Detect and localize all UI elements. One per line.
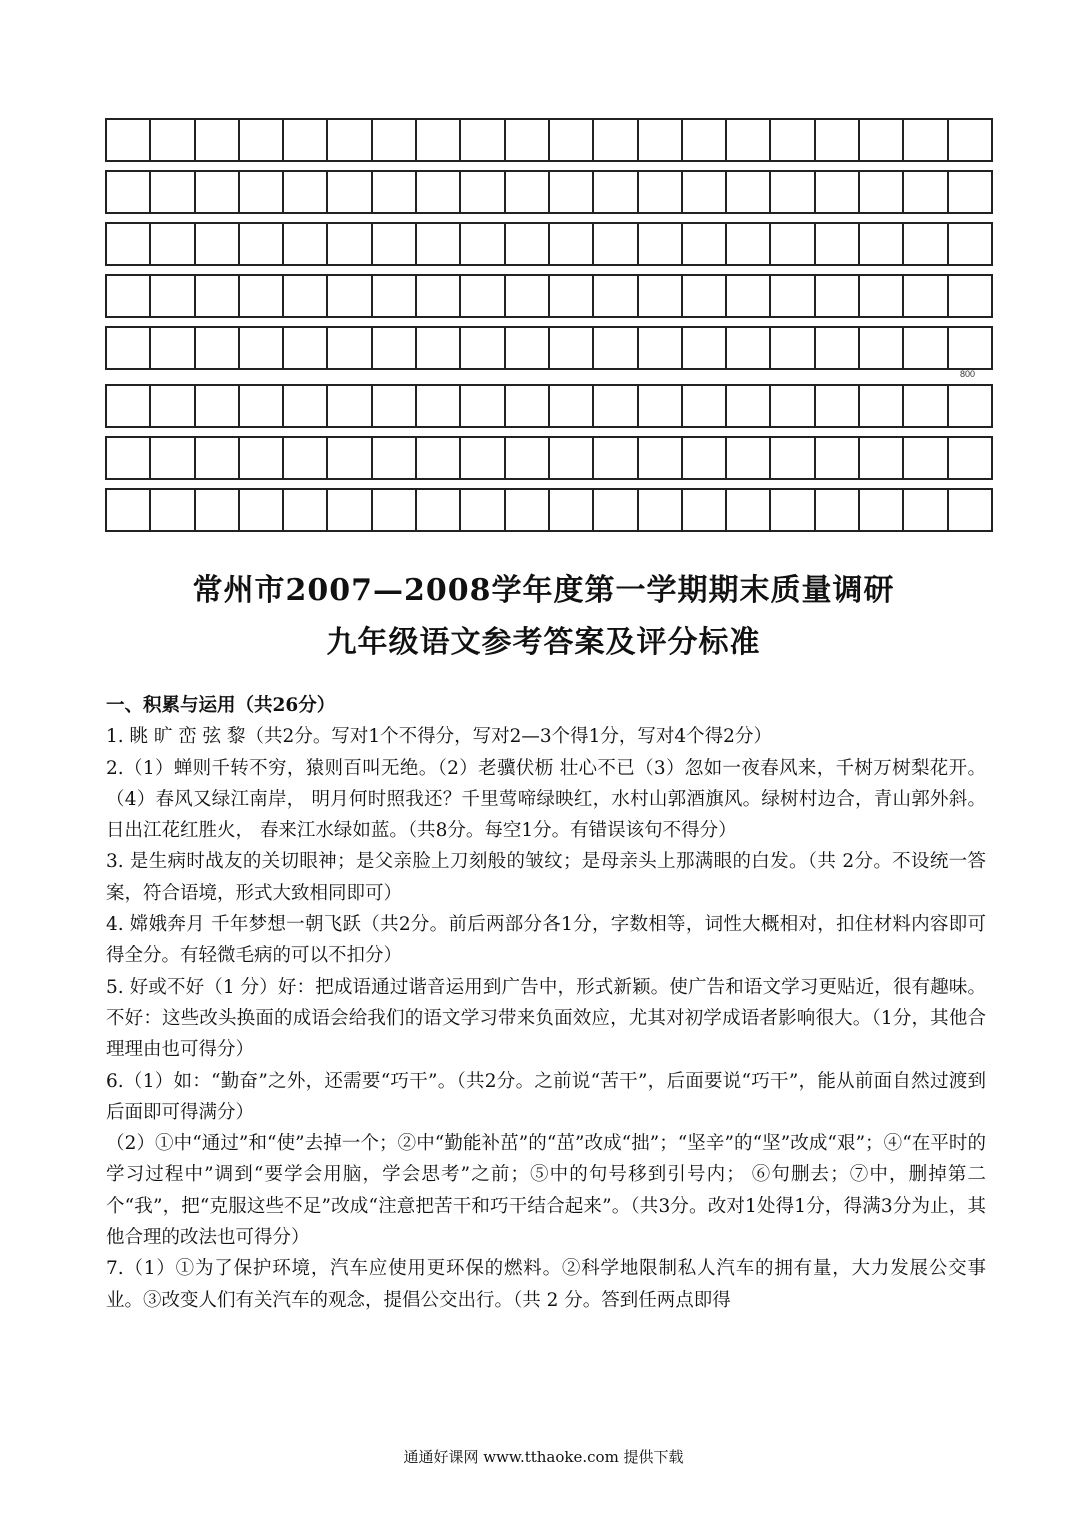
grid-cell xyxy=(550,438,594,480)
grid-cell xyxy=(107,276,151,318)
footer-source: 通通好课网 www.tthaoke.com 提供下载 xyxy=(403,1448,684,1466)
grid-cell xyxy=(151,490,195,532)
grid-cell xyxy=(151,438,195,480)
grid-cell xyxy=(683,224,727,266)
answer-item: 1. 眺 旷 峦 弦 黎（共2分。写对1个不得分，写对2—3个得1分，写对4个得2分） xyxy=(106,726,772,748)
grid-cell xyxy=(417,120,461,162)
grid-cell xyxy=(107,172,151,214)
grid-cell xyxy=(284,438,328,480)
grid-cell xyxy=(904,438,948,480)
grid-cell xyxy=(240,386,284,428)
grid-cell xyxy=(594,120,638,162)
grid-cell xyxy=(816,438,860,480)
grid-cell xyxy=(328,120,372,162)
grid-cell xyxy=(639,120,683,162)
answer-item: 3. 是生病时战友的关切眼神；是父亲脸上刀刻般的皱纹；是母亲头上那满眼的白发。（共 2分。不设统一答案，符合语境，形式大致相同即可） xyxy=(106,851,986,904)
document-subtitle: 九年级语文参考答案及评分标准 xyxy=(326,625,761,660)
grid-cell xyxy=(594,386,638,428)
grid-cell xyxy=(373,276,417,318)
grid-cell xyxy=(107,328,151,370)
grid-cell xyxy=(284,172,328,214)
document-title: 常州市2007—2008学年度第一学期期末质量调研 xyxy=(192,573,895,608)
grid-cell xyxy=(816,328,860,370)
grid-cell xyxy=(196,490,240,532)
grid-cell xyxy=(727,438,771,480)
grid-cell xyxy=(196,120,240,162)
grid-cell xyxy=(328,276,372,318)
grid-cell xyxy=(328,328,372,370)
grid-cell xyxy=(373,386,417,428)
grid-cell xyxy=(461,490,505,532)
grid-cell xyxy=(949,120,993,162)
grid-cell xyxy=(151,276,195,318)
grid-cell xyxy=(373,490,417,532)
answer-item: 6.（1）如：“勤奋”之外，还需要“巧干”。（共2分。之前说“苦干”，后面要说“巧干”，能从前面自然过渡到后面即可得满分） xyxy=(106,1070,986,1123)
grid-row xyxy=(105,274,993,318)
grid-cell xyxy=(417,172,461,214)
grid-cell xyxy=(550,224,594,266)
grid-cell xyxy=(417,438,461,480)
grid-cell xyxy=(506,276,550,318)
grid-cell xyxy=(949,328,993,370)
grid-cell xyxy=(461,328,505,370)
grid-cell xyxy=(860,276,904,318)
grid-cell xyxy=(771,386,815,428)
grid-cell xyxy=(639,172,683,214)
grid-cell xyxy=(683,328,727,370)
grid-cell xyxy=(284,276,328,318)
composition-grid xyxy=(105,118,993,540)
grid-cell xyxy=(816,172,860,214)
grid-cell xyxy=(196,172,240,214)
answer-item: 7.（1）①为了保护环境，汽车应使用更环保的燃料。②科学地限制私人汽车的拥有量，大力发展公交事业。③改变人们有关汽车的观念，提倡公交出行。（共 2 分。答到任两点即得 xyxy=(106,1258,986,1311)
grid-cell xyxy=(417,328,461,370)
grid-cell xyxy=(904,386,948,428)
grid-cell xyxy=(240,276,284,318)
grid-cell xyxy=(639,276,683,318)
grid-cell xyxy=(417,386,461,428)
grid-cell xyxy=(949,386,993,428)
grid-cell xyxy=(328,224,372,266)
grid-cell xyxy=(328,490,372,532)
grid-cell xyxy=(506,120,550,162)
answer-item: 4. 嫦娥奔月 千年梦想一朝飞跃（共2分。前后两部分各1分，字数相等，词性大概相对，扣住材料内容即可得全分。有轻微毛病的可以不扣分） xyxy=(106,914,986,967)
grid-cell xyxy=(860,172,904,214)
grid-cell xyxy=(107,490,151,532)
grid-cell xyxy=(328,386,372,428)
grid-cell xyxy=(506,172,550,214)
grid-cell xyxy=(727,328,771,370)
grid-row xyxy=(105,326,993,370)
section-heading: 一、积累与运用（共26分） xyxy=(106,695,336,716)
grid-cell xyxy=(949,224,993,266)
grid-cell xyxy=(550,386,594,428)
grid-cell xyxy=(771,490,815,532)
grid-cell xyxy=(284,224,328,266)
grid-cell xyxy=(550,328,594,370)
grid-cell xyxy=(639,386,683,428)
grid-cell xyxy=(550,276,594,318)
grid-cell xyxy=(860,386,904,428)
answer-item: 5. 好或不好（1 分）好：把成语通过谐音运用到广告中，形式新颖。使广告和语文学习更贴近，很有趣味。不好：这些改头换面的成语会给我们的语文学习带来负面效应，尤其对初学成语者影响很大。（1分，其他合理理由也可得分） xyxy=(106,976,986,1061)
grid-cell xyxy=(506,386,550,428)
grid-cell xyxy=(196,224,240,266)
grid-cell xyxy=(771,276,815,318)
grid-cell xyxy=(683,172,727,214)
grid-cell xyxy=(417,490,461,532)
grid-cell xyxy=(860,490,904,532)
grid-cell xyxy=(151,386,195,428)
grid-cell xyxy=(196,276,240,318)
grid-cell xyxy=(506,328,550,370)
grid-cell xyxy=(727,172,771,214)
grid-cell xyxy=(373,328,417,370)
grid-cell xyxy=(771,120,815,162)
grid-cell xyxy=(328,172,372,214)
grid-cell xyxy=(904,120,948,162)
grid-cell xyxy=(816,490,860,532)
grid-cell xyxy=(639,224,683,266)
grid-cell xyxy=(284,328,328,370)
grid-cell xyxy=(461,120,505,162)
grid-cell xyxy=(904,490,948,532)
grid-cell xyxy=(683,276,727,318)
grid-cell xyxy=(816,276,860,318)
answer-item: （2）①中“通过”和“使”去掉一个；②中“勤能补茁”的“茁”改成“拙”；“坚辛”的“坚”改成“艰”；④“在平时的学习过程中”调到“要学会用脑，学会思考”之前；⑤中的句号移到引号内； ⑥句删去；⑦中，删掉第二个“我”，把“克服这些不足”改成“注意把苦干和巧干结合起来”。（共3分。改对1处得1分，得满3分为止，其他合理的改法也可得分） xyxy=(106,1133,986,1249)
grid-cell xyxy=(550,172,594,214)
grid-cell xyxy=(771,328,815,370)
grid-cell xyxy=(594,328,638,370)
grid-cell xyxy=(240,328,284,370)
grid-cell xyxy=(594,224,638,266)
grid-cell xyxy=(771,172,815,214)
grid-cell xyxy=(373,172,417,214)
grid-cell xyxy=(240,120,284,162)
grid-row xyxy=(105,436,993,480)
grid-cell xyxy=(506,438,550,480)
grid-cell xyxy=(196,386,240,428)
grid-cell xyxy=(240,224,284,266)
grid-cell xyxy=(771,438,815,480)
grid-cell xyxy=(816,120,860,162)
grid-cell xyxy=(461,172,505,214)
grid-cell xyxy=(151,328,195,370)
grid-cell xyxy=(816,224,860,266)
grid-cell xyxy=(860,120,904,162)
word-count-mark: 800 xyxy=(960,369,976,379)
grid-row xyxy=(105,384,993,428)
grid-cell xyxy=(683,438,727,480)
grid-cell xyxy=(240,490,284,532)
grid-row xyxy=(105,222,993,266)
grid-cell xyxy=(771,224,815,266)
grid-cell xyxy=(727,120,771,162)
grid-cell xyxy=(151,172,195,214)
grid-cell xyxy=(594,276,638,318)
grid-cell xyxy=(639,490,683,532)
answer-item: 2.（1）蝉则千转不穷，猿则百叫无绝。（2）老骥伏枥 壮心不已（3）忽如一夜春风来，千树万树梨花开。（4）春风又绿江南岸， 明月何时照我还？千里莺啼绿映红，水村山郭酒旗风。绿树村边合，青山郭外斜。日出江花红胜火， 春来江水绿如蓝。（共8分。每空1分。有错误该句不得分） xyxy=(106,757,986,842)
grid-cell xyxy=(550,120,594,162)
grid-cell xyxy=(240,438,284,480)
grid-cell xyxy=(373,224,417,266)
grid-row xyxy=(105,170,993,214)
grid-cell xyxy=(107,224,151,266)
grid-cell xyxy=(373,120,417,162)
grid-cell xyxy=(816,386,860,428)
grid-cell xyxy=(107,438,151,480)
grid-cell xyxy=(461,386,505,428)
grid-cell xyxy=(594,490,638,532)
grid-cell xyxy=(727,386,771,428)
grid-cell xyxy=(904,276,948,318)
grid-cell xyxy=(860,438,904,480)
grid-cell xyxy=(461,438,505,480)
grid-cell xyxy=(683,386,727,428)
grid-cell xyxy=(284,386,328,428)
grid-cell xyxy=(461,276,505,318)
grid-cell xyxy=(284,490,328,532)
grid-cell xyxy=(461,224,505,266)
grid-cell xyxy=(196,328,240,370)
grid-cell xyxy=(506,490,550,532)
grid-cell xyxy=(949,490,993,532)
answer-list xyxy=(106,690,986,1316)
grid-cell xyxy=(594,438,638,480)
grid-cell xyxy=(107,120,151,162)
grid-cell xyxy=(949,276,993,318)
grid-cell xyxy=(639,328,683,370)
grid-cell xyxy=(328,438,372,480)
grid-cell xyxy=(904,224,948,266)
grid-cell xyxy=(949,172,993,214)
grid-cell xyxy=(196,438,240,480)
grid-row xyxy=(105,488,993,532)
grid-cell xyxy=(904,328,948,370)
grid-cell xyxy=(240,172,284,214)
grid-cell xyxy=(417,224,461,266)
grid-cell xyxy=(949,438,993,480)
grid-cell xyxy=(727,276,771,318)
grid-cell xyxy=(683,490,727,532)
grid-cell xyxy=(639,438,683,480)
grid-cell xyxy=(151,224,195,266)
title-block xyxy=(0,565,1087,669)
grid-cell xyxy=(373,438,417,480)
grid-cell xyxy=(107,386,151,428)
grid-cell xyxy=(506,224,550,266)
grid-cell xyxy=(727,224,771,266)
grid-cell xyxy=(151,120,195,162)
grid-cell xyxy=(860,224,904,266)
grid-cell xyxy=(727,490,771,532)
grid-cell xyxy=(860,328,904,370)
grid-cell xyxy=(683,120,727,162)
grid-cell xyxy=(550,490,594,532)
grid-row xyxy=(105,118,993,162)
grid-cell xyxy=(594,172,638,214)
grid-cell xyxy=(284,120,328,162)
grid-cell xyxy=(417,276,461,318)
grid-cell xyxy=(904,172,948,214)
